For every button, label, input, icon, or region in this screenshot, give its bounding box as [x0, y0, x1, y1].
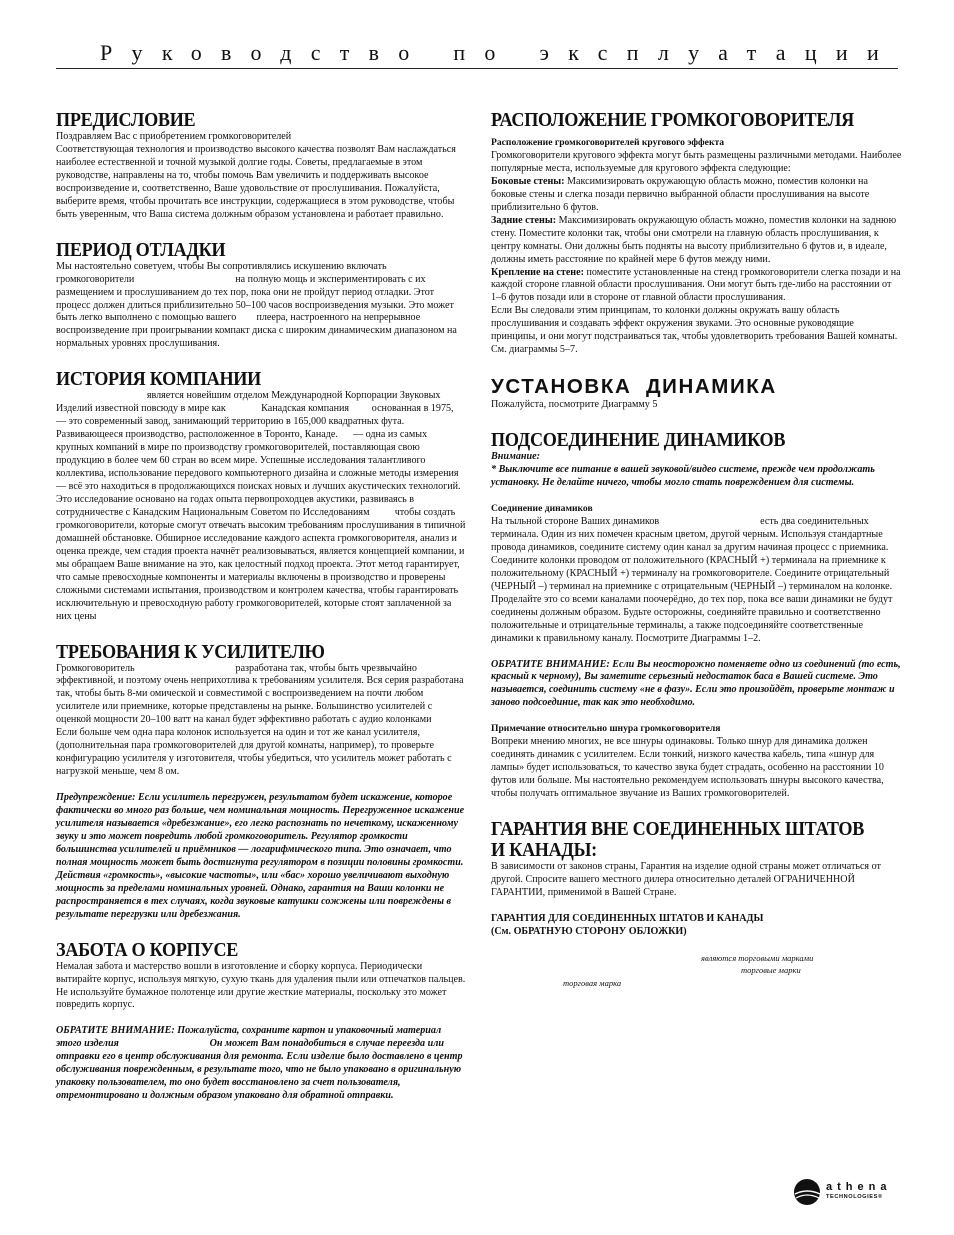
- placement-section: [491, 110, 903, 357]
- history-text: является новейшим отделом Международной Корпорации Звуковых Изделий известной повсюду в мире как Канадская компания основанная в 1975, — это современный завод, занимающий территорию в 165,000 квадратных фута. Развивающееся производство, расположенное в Торонто, Канаде. — одна из самых крупных компаний в мире по производству громкоговорителей, поставляющая свою продукцию в более чем 60 стран во всем мире. Успешные исследования талантливого коллектива, использование передового компьютерного дизайна и сложные методы измерения — всё это находиться в продолжающихся поисках новых и лучших акустических технологий. Это исследование основано на годах опыта первопроходцев акустики, развиваясь в сотрудничестве с Канадским Национальным Советом по Исследованиям чтобы создать громкоговорители, которые смогут отвечать высоким требованиям прослушивания в типичной домашней обстановке. Обширное исследование каждого аспекта громкоговорителя, анализ и оценка прежде, чем стадия проекта начнёт реализовываться, является концепцией компании, и мы обращаем Ваше внимание на это, как целостный подход проекта. Этот метод гарантирует, что самые превосходные компоненты и материалы включены в производство и проверены сложными системами испытания, производством и контролем качества, чтобы гарантировать исключительную и превосходную работу громкоговорителей, которые стоят заплаченной за них цены: [56, 390, 468, 622]
- cord-subheading: Примечание относительно шнура громкоговорителя: [491, 723, 721, 735]
- attention-label: Внимание:: [491, 451, 540, 463]
- wall-mount-label: Крепление на стене:: [491, 266, 584, 278]
- amplifier-warning: Предупреждение: Если усилитель перегружен, результатом будет искажение, которое фактически во много раз больше, чем номинальная мощность. Перегруженное искажение усилителя называется «дребезжание», его легко распознать по нечеткому, искаженному звуку и это может повредить любой громкоговоритель. Регулятор громкости большинства усилителей и приёмников — логарифмического типа. Это означает, что полная мощность может быть достигнута регулятором в позиции половины громкости. Действия «громкость», «высокие частоты», или «бас» хорошо увеличивают выходную мощность за пределами номинальных уровней. Однако, гарантия на Ваши колонки не распространяется в тех случаях, когда звуковые катушки сожжены или повреждены в результате перегрузки или дребезжания.: [56, 792, 465, 920]
- foreword-section: [56, 110, 466, 222]
- placement-side: [491, 176, 903, 215]
- placement-wall: [491, 267, 903, 306]
- warranty-heading: ГАРАНТИЯ ВНЕ СОЕДИНЕННЫХ ШТАТОВ И КАНАДЫ:: [491, 819, 865, 862]
- install-section: [491, 375, 903, 412]
- rear-walls-text: Максимизировать окружающую область можно, поместив колонки на заднюю стену. Поместите колонки так, чтобы они смотрели на главную область прослушивания, к центру комнаты. Они должны быть подняты на высоту приблизительно 6 футов и, в идеале, должны иметь расстояние по крайней мере 6 футов между ними.: [491, 214, 897, 265]
- amplifier-heading: ТРЕБОВАНИЯ К УСИЛИТЕЛЮ: [56, 641, 325, 663]
- amplifier-section: [56, 641, 533, 922]
- warranty-us-line1: ГАРАНТИЯ ДЛЯ СОЕДИНЕННЫХ ШТАТОВ И КАНАДЫ: [491, 912, 764, 924]
- connection-section: [491, 430, 903, 801]
- logo-wordmark: athena: [826, 1181, 892, 1193]
- logo-subtitle: TECHNOLOGIES®: [826, 1194, 883, 1200]
- right-column: [491, 110, 903, 992]
- breakin-section: [56, 240, 466, 352]
- history-section: [56, 369, 466, 623]
- connection-text: На тыльной стороне Ваших динамиков есть два соединительных терминала. Один из них помечен красным цветом, другой черным. Используя стандартные провода динамиков, соедините систему один канал за другим начиная процесс с приемника. Соедините колонки проводом от положительного (КРАСНЫЙ +) терминала на приемнике к положительному (КРАСНЫЙ +) терминалу на громкоговорителе. Соедините отрицательный (ЧЕРНЫЙ –) терминал на приемнике с отрицательным (ЧЕРНЫЙ –) терминалом на колонке. Проделайте это со всеми каналами поочерёдно, до тех пор, пока все ваши динамики не будут соединены должным образом. Будьте осторожны, соединяйте правильно и соответственно положительные и отрицательные терминалы, а также подсоединяйте соответственные динамики к правильному каналу. Посмотрите Диаграммы 1–2.: [491, 515, 895, 644]
- warranty-section: [491, 819, 903, 992]
- connection-subheading: Соединение динамиков: [491, 503, 593, 515]
- foreword-greeting: Поздравляем Вас с приобретением громкоговорителей: [56, 131, 292, 142]
- care-section: [56, 940, 466, 1104]
- amplifier-text: Громкоговоритель разработана так, чтобы быть чрезвычайно эффективной, и поэтому очень неприхотлива к требованиям усилителя. Вся серия разработана так, чтобы быть 8-ми омической и совместимой с воспроизведением на почти любом усилителе или приемнике, которые представлены на рынке. Большинство усилителей с оценкой мощности 20–100 ватт на канал будет эффективно работать с аудио колонками Если больше чем одна пара колонок используется на один и тот же канал усилителя, (дополнительная пара громкоговорителей для другой комнаты, например), то проверьте конфигурацию усилителя у изготовителя, чтобы убедиться, что усилитель может работать с нагрузкой меньше, чем 8 ом.: [56, 662, 533, 778]
- foreword-text: Соответствующая технология и производство высокого качества позволят Вам наслаждаться наиболее естественной и точной музыкой долгие годы. Советы, предлагаемые в этом руководстве, направлены на то, чтобы помочь Вам увеличить и поддерживать высокое воспроизведение и, соответственно, Ваше удовольствие от прослушивания. Пожалуйста, выберите время, чтобы прочитать все инструкции, содержащиеся в этом руководстве, чтобы быть уверенным, что Ваша система должным образом установлена и работает правильно.: [56, 143, 456, 220]
- wall-mount-text: поместите установленные на стенд громкоговорители слегка позади и на каждой стороне главной области прослушивания. Они могут быть где-либо на расстоянии от 1–6 футов позади или в стороне от главной области прослушивания.: [491, 266, 901, 304]
- trademarks-block: [491, 952, 903, 992]
- connection-note: ОБРАТИТЕ ВНИМАНИЕ: Если Вы неосторожно поменяете одно из соединений (то есть, красный к черному), Вы заметите серьезный недостаток баса в Вашей системе. Это называется, соединить систему «не в фазу». Если это произойдёт, проверьте монтаж и заново подсоединие, так как это необходимо.: [491, 658, 901, 709]
- care-note: ОБРАТИТЕ ВНИМАНИЕ: Пожалуйста, сохраните картон и упаковочный материал этого изделия Он может Вам понадобиться в случае переезда или отправки его в центр обслуживания для ремонта. Если изделие было доставлено в центр обслуживания поврежденным, в результате того, что не было упаковано в оригинальную упаковку пользователем, то оно будет восстановлено за счет пользователя, отремонтировано и должным образом упаковано для обратной отправки.: [56, 1025, 466, 1102]
- trademark-note-2: торговые марки: [741, 964, 801, 975]
- install-text: Пожалуйста, посмотрите Диаграмму 5: [491, 399, 658, 411]
- placement-heading: РАСПОЛОЖЕНИЕ ГРОМКОГОВОРИТЕЛЯ: [491, 110, 854, 131]
- page-header: [56, 30, 898, 69]
- placement-rear: [491, 215, 903, 267]
- side-walls-label: Боковые стены:: [491, 175, 565, 187]
- connection-heading: ПОДСОЕДИНЕНИЕ ДИНАМИКОВ: [491, 430, 786, 452]
- rear-walls-label: Задние стены:: [491, 214, 557, 226]
- warranty-us-line2: (См. ОБРАТНУЮ СТОРОНУ ОБЛОЖКИ): [491, 925, 687, 937]
- warranty-text: В зависимости от законов страны, Гарантия на изделие одной страны может отличаться от другой. Спросите вашего местного дилера относительно деталей ОГРАНИЧЕННОЙ ГАРАНТИИ, применимой в Вашей Стране.: [491, 861, 881, 898]
- page-title: Руководство по эксплуатации: [100, 40, 899, 65]
- side-walls-text: Максимизировать окружающую область можно, поместив колонки на боковые стены и слегка позади первично выбранной области прослушивания на высоте приблизительно 6 футов.: [491, 175, 870, 213]
- breakin-text: Мы настоятельно советуем, чтобы Вы сопротивлялись искушению включать громкоговорители на полную мощь и экспериментировать с их размещением и прослушиванием до тех пор, пока они не пройдут период отладки. Этот процесс должен длиться приблизительно 50–100 часов воспроизведения музыки. Это может быть легко выполнено с помощью вашего плеера, настроенного на непрерывное воспроизведение при проигрывании компакт диска с широким динамическим диапазоном на нормальных уровнях прослушивания.: [56, 260, 460, 350]
- breakin-heading: ПЕРИОД ОТЛАДКИ: [56, 239, 226, 261]
- logo-mark-icon: [793, 1178, 823, 1208]
- install-heading: УСТАНОВКА ДИНАМИКА: [491, 375, 777, 399]
- placement-subheading: Расположение громкоговорителей кругового эффекта: [491, 137, 725, 148]
- athena-logo: [793, 1178, 903, 1208]
- placement-intro: Громкоговорители кругового эффекта могут быть размещены различными методами. Наиболее популярные места, используемые для кругового эффекта следующие:: [491, 149, 902, 174]
- trademark-note-1: являются торговыми марками: [701, 952, 814, 963]
- care-heading: ЗАБОТА О КОРПУСЕ: [56, 939, 239, 961]
- care-text: Немалая забота и мастерство вошли в изготовление и сборку корпуса. Периодически вытирайте корпус, используя мягкую, сухую ткань для удаления пыли или отпечатков пальцев. Не используйте бумажное полотенце или другие жесткие материалы, поскольку это может повредить корпус.: [56, 960, 466, 1011]
- cord-text: Вопреки мнению многих, не все шнуры одинаковы. Только шнур для динамика должен соединять динамик с усилителем. Если тонкий, низкого качества кабель, типа «шнур для лампы» будет использоваться, то качество звука будет страдать, особенно на расстоянии 10 футов или больше. Мы настоятельно рекомендуем использовать шнуры высокого качества, чтобы получать оптимальное звучание из Ваших громкоговорителей.: [491, 736, 884, 800]
- placement-closing: Если Вы следовали этим принципам, то колонки должны окружать вашу область прослушивания и создавать эффект окружения звуками. Это основные руководящие принципы, и они могут подстраиваться так, чтобы удовлетворить требования Вашей комнаты. См. диаграммы 5–7.: [491, 305, 898, 356]
- history-heading: ИСТОРИЯ КОМПАНИИ: [56, 369, 261, 391]
- trademark-note-3: торговая марка: [563, 977, 622, 988]
- foreword-heading: ПРЕДИСЛОВИЕ: [56, 110, 196, 131]
- attention-text: * Выключите все питание в вашей звуковой/видео системе, прежде чем продолжать установку. Не делайте ничего, чтобы могло стать повреждением для системы.: [491, 464, 875, 489]
